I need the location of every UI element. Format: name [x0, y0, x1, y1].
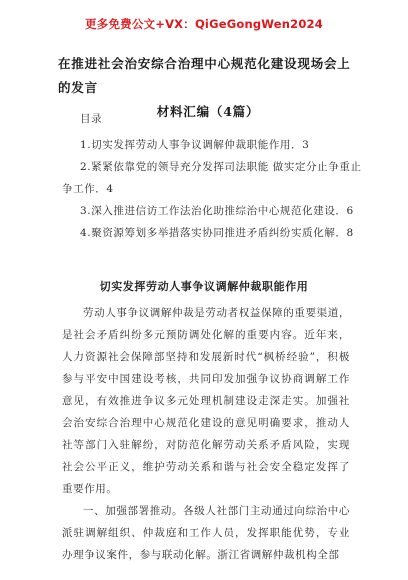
document-title-line-2: 材料汇编（4篇）: [156, 104, 260, 119]
document-title-line-1: 在推进社会治安综合治理中心规范化建设现场会上的发言: [58, 56, 351, 95]
body-paragraph: 劳动人事争议调解仲裁是劳动者权益保障的重要渠道，是社会矛盾纠纷多元预防调处化解的重要内容。近年来，人力资源社会保障部坚持和发展新时代“枫桥经验”，积极参与平安中国建设考核，共同印发加强争议协商调解工作意见，有效推进争议多元处理机制建设走深走实。加强社会治安综合治理中心规范化建设的意见明确要求，推动人社等部门入驻解纷，对防范化解劳动关系矛盾风险，实现社会公平正义，维护劳动关系和谐与社会安全稳定发挥了重要作用。: [62, 307, 350, 495]
toc-item: 4.聚资源筹划多举措落实协同推进矛盾纠纷实质化解．8: [80, 227, 354, 239]
toc-item: 2.紧紧依靠党的领导充分发挥司法职能 做实定分止争重止争工作．4: [62, 161, 362, 195]
body-paragraph: 一、加强部署推动。各级人社部门主动通过向综治中心派驻调解组织、仲裁庭和工作人员，发挥职能优势，专业办理争议案件，参与联动化解。浙江省调解仲裁机构全部: [62, 505, 350, 561]
toc-item: 3.深入推进信访工作法治化助推综治中心规范化建设．6: [80, 205, 354, 217]
section-title: 切实发挥劳动人事争议调解仲裁职能作用: [99, 280, 309, 293]
table-of-contents: [62, 108, 362, 244]
toc-heading: 目录: [80, 113, 103, 125]
section-body: [62, 302, 350, 566]
toc-item: 1.切实发挥劳动人事争议调解仲裁职能作用．3: [80, 139, 310, 151]
promo-banner: 更多免费公文+VX：QiGeGongWen2024: [85, 17, 323, 31]
